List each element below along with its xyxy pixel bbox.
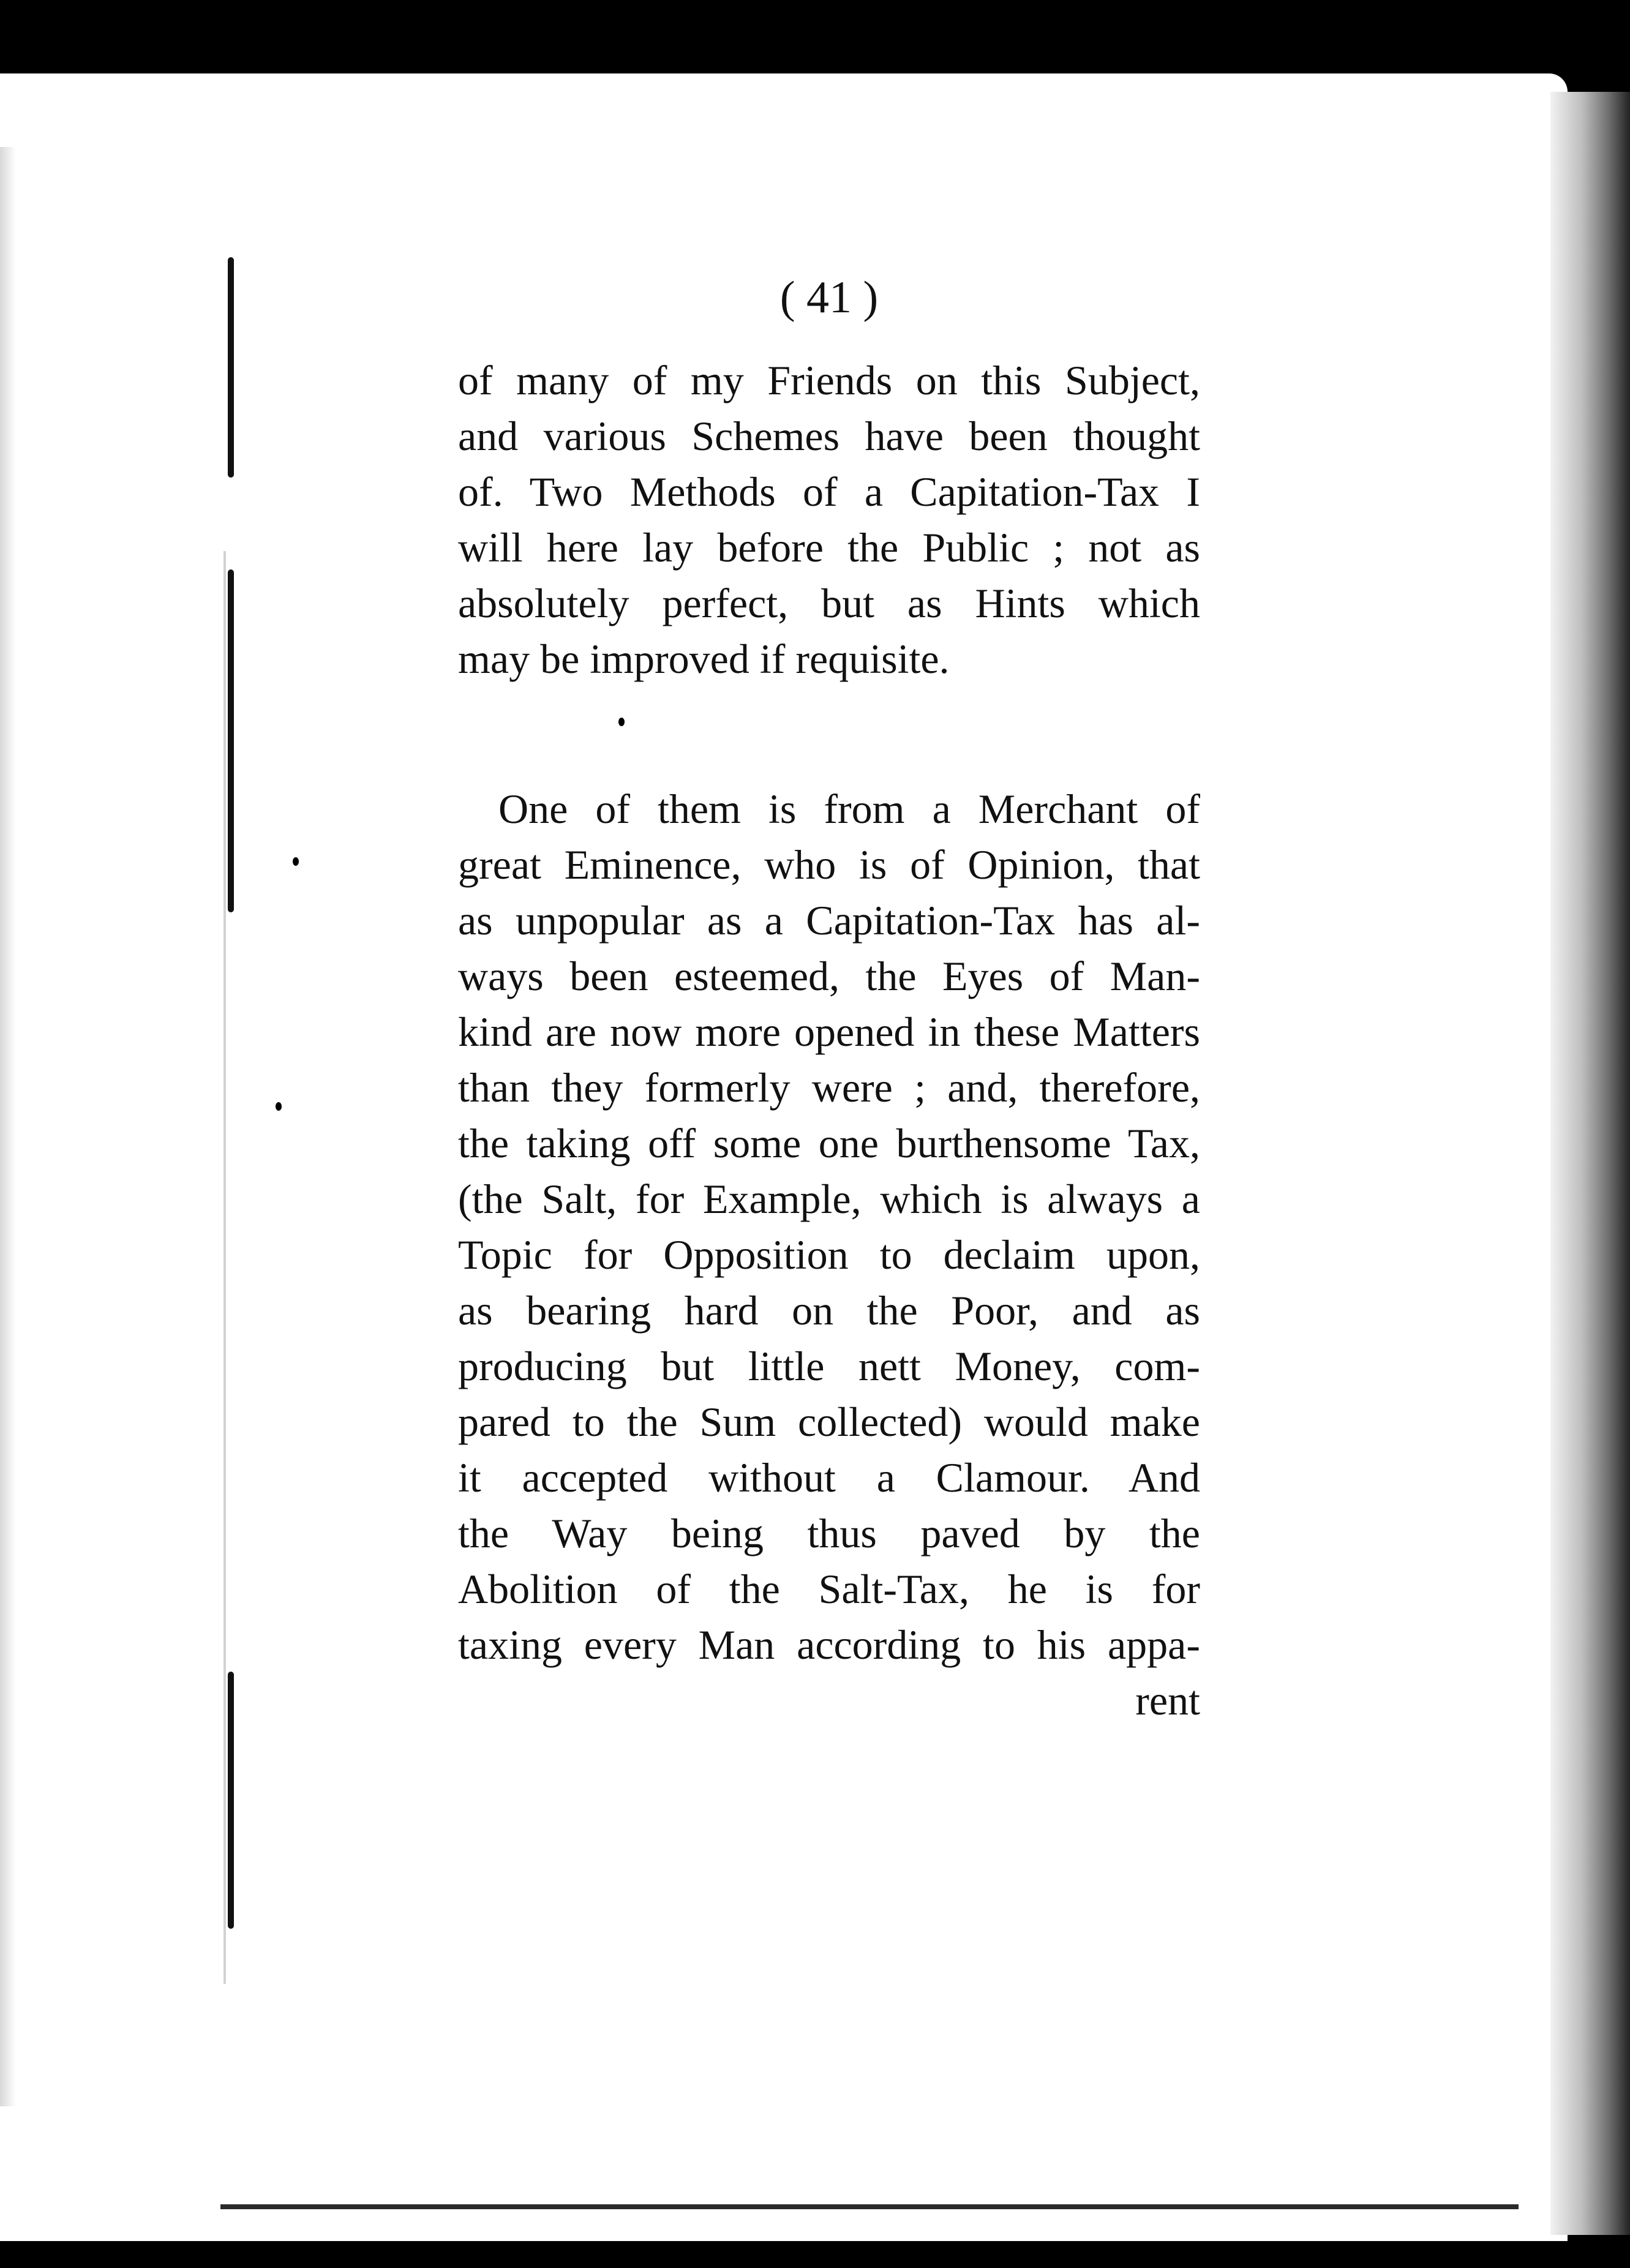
text-line: kind are now more opened in these Matters: [458, 1008, 1200, 1055]
catchword: rent: [1135, 1677, 1200, 1724]
text-line: of. Two Methods of a Capitation-Tax I: [458, 468, 1200, 515]
paragraph-1: [458, 353, 1200, 687]
text-line: Abolition of the Salt-Tax, he is for: [458, 1566, 1200, 1612]
text-line: of many of my Friends on this Subject,: [458, 357, 1200, 404]
text-line: than they formerly were ; and, therefore,: [458, 1064, 1200, 1111]
text-line: it accepted without a Clamour. And: [458, 1454, 1200, 1501]
text-line: taxing every Man according to his appa-: [458, 1621, 1200, 1668]
text-line: absolutely perfect, but as Hints which: [458, 580, 1200, 626]
binding-mark: [228, 257, 234, 478]
binding-mark: [228, 1672, 234, 1929]
text-line: great Eminence, who is of Opinion, that: [458, 841, 1200, 888]
text-line: will here lay before the Public ; not as: [458, 524, 1200, 571]
text-line: and various Schemes have been thought: [458, 413, 1200, 459]
text-line: the Way being thus paved by the: [458, 1510, 1200, 1556]
text-line: as unpopular as a Capitation-Tax has al-: [458, 897, 1200, 944]
page-bottom-edge: [220, 2204, 1519, 2209]
paragraph-2: [458, 781, 1200, 1729]
text-line: producing but little nett Money, com-: [458, 1343, 1200, 1389]
ink-speck: [293, 857, 299, 866]
ink-speck: [276, 1102, 282, 1111]
ink-speck: [618, 718, 625, 726]
text-line: the taking off some one burthensome Tax,: [458, 1120, 1200, 1166]
text-line: One of them is from a Merchant of: [498, 786, 1200, 832]
text-line: (the Salt, for Example, which is always a: [458, 1176, 1200, 1222]
page-number: ( 41 ): [779, 272, 879, 323]
text-line: Topic for Opposition to declaim upon,: [458, 1231, 1200, 1278]
binding-mark: [228, 569, 234, 912]
text-line: may be improved if requisite.: [458, 636, 950, 682]
gutter-shadow: [223, 551, 226, 1984]
text-line: pared to the Sum collected) would make: [458, 1399, 1200, 1445]
page-fore-edge: [1550, 92, 1630, 2235]
text-line: as bearing hard on the Poor, and as: [458, 1287, 1200, 1334]
text-line: ways been esteemed, the Eyes of Man-: [458, 953, 1200, 999]
previous-leaf-edge: [0, 147, 16, 2106]
